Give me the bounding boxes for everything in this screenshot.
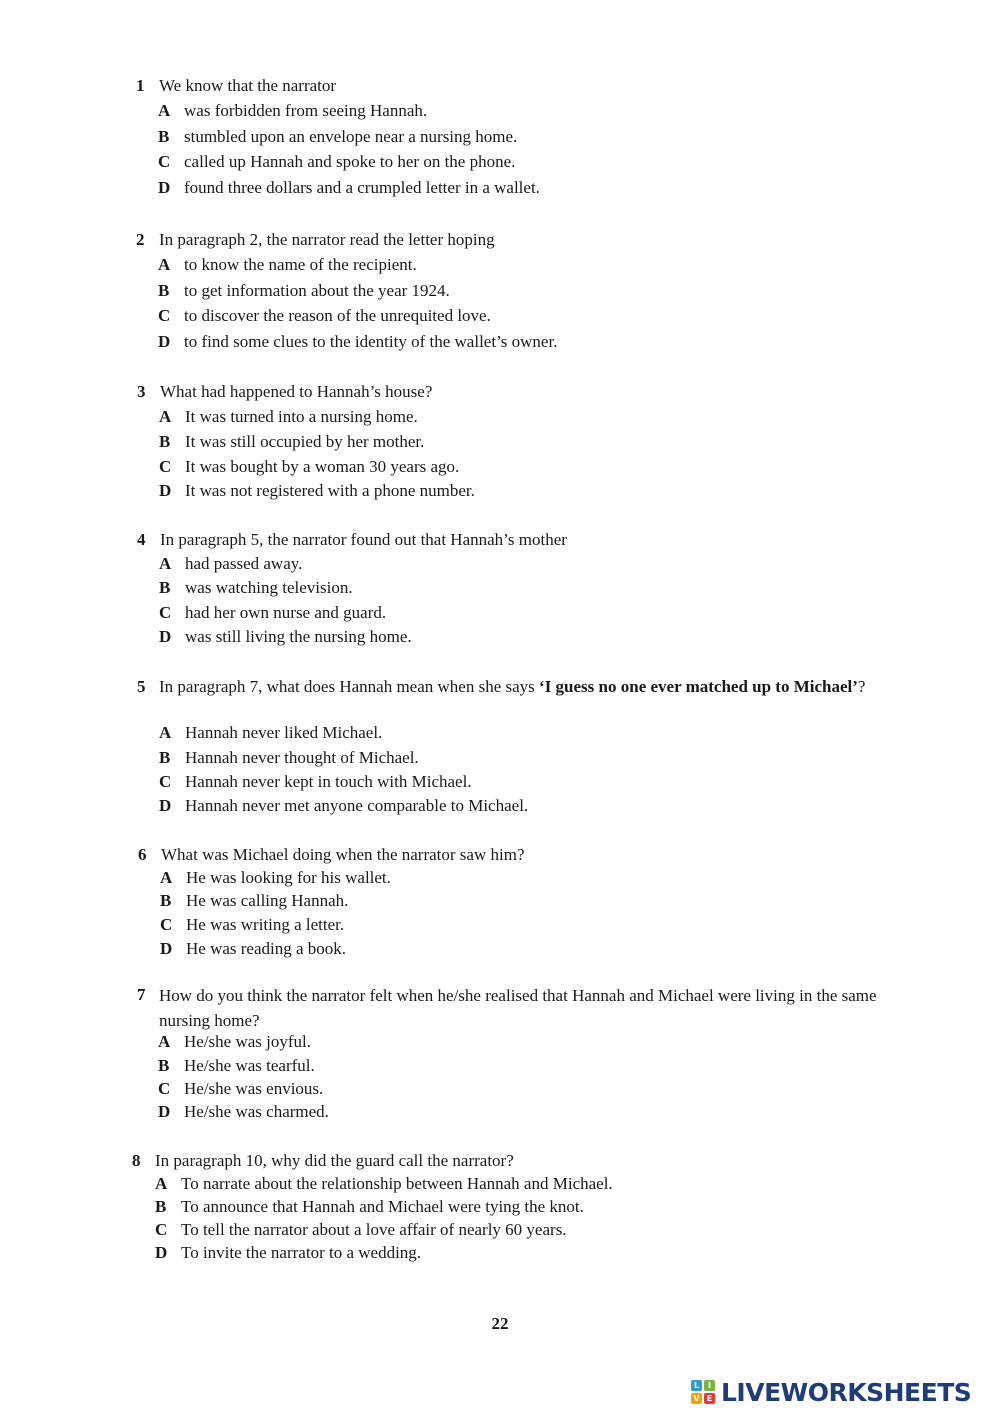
question-stem: In paragraph 10, why did the guard call the narrator? [155,1151,514,1170]
option-b[interactable]: B It was still occupied by her mother. [159,432,425,451]
logo-wordmark: LIVEWORKSHEETS [721,1377,972,1407]
option-d[interactable]: D Hannah never met anyone comparable to Michael. [159,796,529,815]
question-number: 3 [137,382,146,401]
option-b[interactable]: B was watching television. [159,578,353,597]
option-a[interactable]: A Hannah never liked Michael. [159,723,383,742]
option-a[interactable]: A had passed away. [159,554,303,573]
option-d[interactable]: D To invite the narrator to a wedding. [155,1243,422,1262]
option-b[interactable]: B He was calling Hannah. [160,891,349,910]
option-c[interactable]: C had her own nurse and guard. [159,603,387,622]
option-c[interactable]: C To tell the narrator about a love affair of nearly 60 years. [155,1220,567,1239]
option-b[interactable]: B He/she was tearful. [158,1056,315,1075]
question-stem: How do you think the narrator felt when he/she realised that Hannah and Michael were living in the same nursing home? [159,986,877,1030]
option-d[interactable]: D to find some clues to the identity of the wallet’s owner. [158,332,558,351]
option-d[interactable]: D He/she was charmed. [158,1102,329,1121]
question-number: 4 [137,530,146,549]
option-c[interactable]: C It was bought by a woman 30 years ago. [159,457,460,476]
question-number: 6 [138,845,147,864]
quoted-phrase: ‘I guess no one ever matched up to Michael’ [539,677,858,696]
option-b[interactable]: B stumbled upon an envelope near a nursing home. [158,127,518,146]
question-stem: What was Michael doing when the narrator saw him? [161,845,525,864]
option-b[interactable]: B Hannah never thought of Michael. [159,748,419,767]
liveworksheets-logo[interactable] [691,1376,971,1408]
option-d[interactable]: D found three dollars and a crumpled letter in a wallet. [158,178,540,197]
option-d[interactable]: D was still living the nursing home. [159,627,412,646]
option-c[interactable]: C to discover the reason of the unrequited love. [158,306,491,325]
question-stem: In paragraph 5, the narrator found out that Hannah’s mother [160,530,567,549]
option-c[interactable]: C He was writing a letter. [160,915,345,934]
option-c[interactable]: C Hannah never kept in touch with Michael. [159,772,472,791]
question-number: 2 [136,230,145,249]
option-b[interactable]: B to get information about the year 1924. [158,281,450,300]
question-number: 5 [137,677,146,696]
option-a[interactable]: A To narrate about the relationship between Hannah and Michael. [155,1174,613,1193]
option-d[interactable]: D He was reading a book. [160,939,347,958]
option-b[interactable]: B To announce that Hannah and Michael were tying the knot. [155,1197,584,1216]
question-stem: In paragraph 2, the narrator read the letter hoping [159,230,495,249]
option-a[interactable]: A He was looking for his wallet. [160,868,391,887]
question-number: 8 [132,1151,141,1170]
option-a[interactable]: A was forbidden from seeing Hannah. [158,101,428,120]
option-a[interactable]: A to know the name of the recipient. [158,255,417,274]
question-stem: In paragraph 7, what does Hannah mean when she says ‘I guess no one ever matched up to Michael’? [159,677,866,696]
page-number: 22 [491,1314,509,1333]
logo-badge-icon: L I V E [691,1380,715,1404]
option-d[interactable]: D It was not registered with a phone number. [159,481,475,500]
option-a[interactable]: A It was turned into a nursing home. [159,407,418,426]
question-number: 1 [136,76,145,95]
question-stem: We know that the narrator [159,76,337,95]
option-c[interactable]: C called up Hannah and spoke to her on the phone. [158,152,516,171]
question-number: 7 [137,985,146,1004]
question-stem: What had happened to Hannah’s house? [160,382,433,401]
option-c[interactable]: C He/she was envious. [158,1079,324,1098]
option-a[interactable]: A He/she was joyful. [158,1032,312,1051]
